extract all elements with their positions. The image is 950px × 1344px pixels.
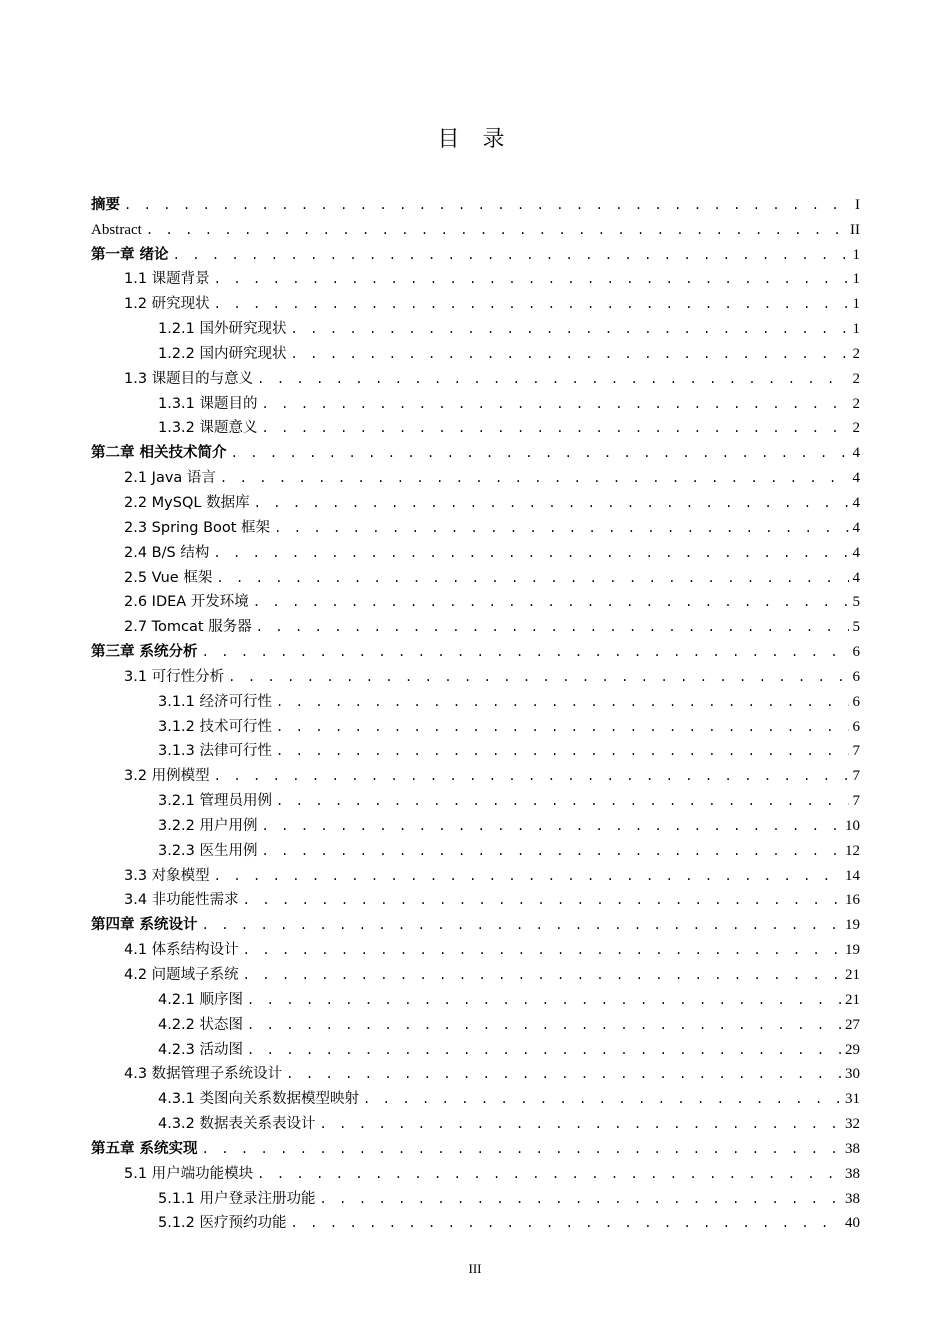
- toc-entry[interactable]: [91, 909, 860, 934]
- dot-leader: [320, 1190, 841, 1208]
- toc-entry[interactable]: [91, 363, 860, 388]
- toc-entry-label: 5.1.1 用户登录注册功能: [158, 1190, 316, 1207]
- dot-leader: [262, 842, 841, 860]
- dot-leader: [256, 618, 849, 636]
- toc-entry-label: 3.1 可行性分析: [124, 668, 225, 685]
- dot-leader: [124, 196, 851, 214]
- toc-entry-page: 31: [845, 1091, 860, 1108]
- toc-entry[interactable]: [91, 959, 860, 984]
- dot-leader: [173, 246, 849, 264]
- toc-entry-label: 2.2 MySQL 数据库: [124, 494, 250, 511]
- toc-entry-label: 3.4 非功能性需求: [124, 892, 239, 909]
- toc-entry[interactable]: [91, 736, 860, 761]
- toc-entry[interactable]: [91, 1059, 860, 1084]
- toc-entry-page: 16: [845, 892, 860, 909]
- toc-entry-page: 38: [845, 1190, 860, 1207]
- toc-entry-label: 第一章 绪论: [91, 246, 169, 263]
- toc-entry-label: 第三章 系统分析: [91, 644, 198, 661]
- dot-leader: [276, 718, 848, 736]
- dot-leader: [228, 668, 848, 686]
- dot-leader: [363, 1090, 841, 1108]
- toc-entry[interactable]: [91, 264, 860, 289]
- toc-entry-label: 第四章 系统设计: [91, 917, 198, 934]
- toc-entry-page: 2: [852, 420, 860, 437]
- toc-entry-page: 4: [852, 519, 860, 536]
- toc-entry[interactable]: [91, 338, 860, 363]
- dot-leader: [276, 693, 848, 711]
- toc-entry-page: 10: [845, 817, 860, 834]
- toc-entry-page: 14: [845, 867, 860, 884]
- toc-entry-page: 6: [852, 693, 860, 710]
- toc-entry[interactable]: [91, 611, 860, 636]
- toc-entry-page: 38: [845, 1140, 860, 1157]
- toc-entry-page: 29: [845, 1041, 860, 1058]
- dot-leader: [247, 1016, 841, 1034]
- toc-entry-label: 2.3 Spring Boot 框架: [124, 519, 271, 536]
- toc-entry-page: 4: [852, 569, 860, 586]
- toc-entry[interactable]: [91, 1158, 860, 1183]
- dot-leader: [257, 1165, 841, 1183]
- toc-entry[interactable]: [91, 885, 860, 910]
- toc-entry-page: 30: [845, 1066, 860, 1083]
- toc-entry[interactable]: [91, 537, 860, 562]
- toc-entry-label: 5.1.2 医疗预约功能: [158, 1215, 287, 1232]
- toc-entry-page: 38: [845, 1165, 860, 1182]
- dot-leader: [243, 941, 841, 959]
- toc-entry-page: 2: [852, 370, 860, 387]
- toc-entry-label: 3.2.2 用户用例: [158, 817, 258, 834]
- toc-entry-page: 4: [852, 470, 860, 487]
- toc-entry[interactable]: [91, 1208, 860, 1233]
- toc-entry-label: 4.2.2 状态图: [158, 1016, 244, 1033]
- toc-entry-label: 1.3.2 课题意义: [158, 420, 258, 437]
- dot-leader: [243, 966, 841, 984]
- toc-entry-page: 7: [852, 768, 860, 785]
- toc-entry[interactable]: [91, 1009, 860, 1034]
- toc-entry-label: 3.2 用例模型: [124, 768, 210, 785]
- dot-leader: [243, 891, 841, 909]
- dot-leader: [254, 494, 849, 512]
- dot-leader: [320, 1115, 841, 1133]
- toc-entry-label: 1.1 课题背景: [124, 271, 210, 288]
- toc-entry-page: 19: [845, 917, 860, 934]
- dot-leader: [202, 643, 849, 661]
- toc-entry-label: 3.1.1 经济可行性: [158, 693, 273, 710]
- toc-entry-page: 21: [845, 991, 860, 1008]
- toc-entry[interactable]: [91, 711, 860, 736]
- dot-leader: [213, 544, 848, 562]
- toc-entry-label: 1.2 研究现状: [124, 296, 210, 313]
- toc-entry[interactable]: [91, 413, 860, 438]
- toc-entry-label: 3.1.2 技术可行性: [158, 718, 273, 735]
- toc-entry[interactable]: [91, 462, 860, 487]
- toc-entry-label: 第五章 系统实现: [91, 1140, 198, 1157]
- toc-entry-label: 3.2.1 管理员用例: [158, 793, 273, 810]
- toc-entry-page: 1: [852, 246, 860, 263]
- toc-entry-label: 4.3.1 类图向关系数据模型映射: [158, 1091, 360, 1108]
- dot-leader: [291, 345, 849, 363]
- toc-entry-label: 3.3 对象模型: [124, 867, 210, 884]
- toc-entry-page: 5: [852, 619, 860, 636]
- dot-leader: [253, 593, 849, 611]
- dot-leader: [276, 742, 848, 760]
- toc-entry[interactable]: [91, 1133, 860, 1158]
- dot-leader: [262, 817, 841, 835]
- dot-leader: [247, 1041, 841, 1059]
- toc-entry-page: 4: [852, 544, 860, 561]
- dot-leader: [291, 320, 849, 338]
- toc-entry-label: 2.5 Vue 框架: [124, 569, 213, 586]
- toc-entry[interactable]: [91, 835, 860, 860]
- toc-entry-label: 第二章 相关技术简介: [91, 445, 227, 462]
- toc-entry-page: 19: [845, 942, 860, 959]
- toc-entry[interactable]: [91, 686, 860, 711]
- toc-entry[interactable]: [91, 860, 860, 885]
- dot-leader: [214, 867, 841, 885]
- toc-entry-label: 1.3 课题目的与意义: [124, 370, 254, 387]
- dot-leader: [291, 1214, 841, 1232]
- toc-entry-label: Abstract: [91, 221, 142, 238]
- toc-entry[interactable]: [91, 487, 860, 512]
- toc-entry-label: 1.2.2 国内研究现状: [158, 345, 287, 362]
- toc-entry-page: 4: [852, 445, 860, 462]
- toc-entry-label: 2.6 IDEA 开发环境: [124, 594, 249, 611]
- toc-entry-label: 4.3.2 数据表关系表设计: [158, 1116, 316, 1133]
- toc-entry-label: 4.1 体系结构设计: [124, 942, 239, 959]
- toc-entry[interactable]: [91, 512, 860, 537]
- toc-entry[interactable]: [91, 934, 860, 959]
- toc-entry-label: 4.2.3 活动图: [158, 1041, 244, 1058]
- page-number: III: [468, 1261, 482, 1276]
- toc-entry-label: 2.1 Java 语言: [124, 470, 216, 487]
- dot-leader: [247, 991, 841, 1009]
- toc-entry-page: 27: [845, 1016, 860, 1033]
- toc-entry-label: 2.7 Tomcat 服务器: [124, 619, 252, 636]
- toc-entry-page: I: [855, 196, 860, 213]
- toc-entry-page: 1: [852, 271, 860, 288]
- toc-entry-page: 40: [845, 1215, 860, 1232]
- dot-leader: [276, 792, 848, 810]
- dot-leader: [274, 519, 848, 537]
- toc-entry-label: 摘要: [91, 196, 120, 213]
- toc-entry[interactable]: [91, 785, 860, 810]
- toc-entry-page: 1: [852, 321, 860, 338]
- toc-entry[interactable]: [91, 1183, 860, 1208]
- dot-leader: [214, 270, 849, 288]
- toc-entry-page: 7: [852, 743, 860, 760]
- dot-leader: [286, 1065, 841, 1083]
- dot-leader: [231, 444, 849, 462]
- toc-entry[interactable]: [91, 189, 860, 214]
- toc-entry-page: 6: [852, 718, 860, 735]
- dot-leader: [257, 370, 848, 388]
- dot-leader: [214, 295, 849, 313]
- dot-leader: [220, 469, 849, 487]
- dot-leader: [202, 1140, 841, 1158]
- toc-entry-page: 6: [852, 644, 860, 661]
- dot-leader: [214, 767, 849, 785]
- toc-entry[interactable]: [91, 984, 860, 1009]
- toc-entry-page: 2: [852, 345, 860, 362]
- toc-entry[interactable]: [91, 1108, 860, 1133]
- toc-entry-label: 2.4 B/S 结构: [124, 544, 210, 561]
- toc-entry-label: 3.2.3 医生用例: [158, 842, 258, 859]
- toc-entry-label: 4.2.1 顺序图: [158, 991, 244, 1008]
- toc-entry[interactable]: [91, 636, 860, 661]
- dot-leader: [202, 916, 841, 934]
- toc-entry[interactable]: [91, 661, 860, 686]
- toc-entry[interactable]: [91, 587, 860, 612]
- toc-entry[interactable]: [91, 239, 860, 264]
- toc-entry-page: II: [850, 221, 860, 238]
- toc-entry-page: 21: [845, 967, 860, 983]
- toc-entry-page: 2: [852, 395, 860, 412]
- toc-entry[interactable]: [91, 1083, 860, 1108]
- toc-entry[interactable]: [91, 313, 860, 338]
- toc-entry-label: 5.1 用户端功能模块: [124, 1165, 254, 1182]
- toc-entry-page: 5: [852, 594, 860, 611]
- toc-entry-label: 1.2.1 国外研究现状: [158, 321, 287, 338]
- toc-entry-label: 4.2 问题域子系统: [124, 967, 239, 983]
- toc-entry[interactable]: [91, 214, 860, 239]
- toc-entry-label: 3.1.3 法律可行性: [158, 743, 273, 760]
- toc-entry-page: 6: [852, 668, 860, 685]
- toc-entry-page: 7: [852, 793, 860, 810]
- dot-leader: [216, 569, 848, 587]
- table-of-contents: [91, 189, 860, 1232]
- toc-entry[interactable]: [91, 760, 860, 785]
- toc-entry-page: 32: [845, 1116, 860, 1133]
- toc-entry-label: 4.3 数据管理子系统设计: [124, 1066, 283, 1083]
- toc-entry[interactable]: [91, 1034, 860, 1059]
- toc-entry[interactable]: [91, 810, 860, 835]
- toc-entry-page: 12: [845, 842, 860, 859]
- dot-leader: [146, 221, 846, 239]
- toc-entry[interactable]: [91, 388, 860, 413]
- toc-entry-label: 1.3.1 课题目的: [158, 395, 258, 412]
- page-title: 目 录: [437, 127, 513, 152]
- dot-leader: [262, 395, 849, 413]
- toc-entry[interactable]: [91, 562, 860, 587]
- toc-entry[interactable]: [91, 437, 860, 462]
- toc-entry-page: 1: [852, 296, 860, 313]
- toc-entry-page: 4: [852, 494, 860, 511]
- toc-entry[interactable]: [91, 288, 860, 313]
- dot-leader: [262, 419, 849, 437]
